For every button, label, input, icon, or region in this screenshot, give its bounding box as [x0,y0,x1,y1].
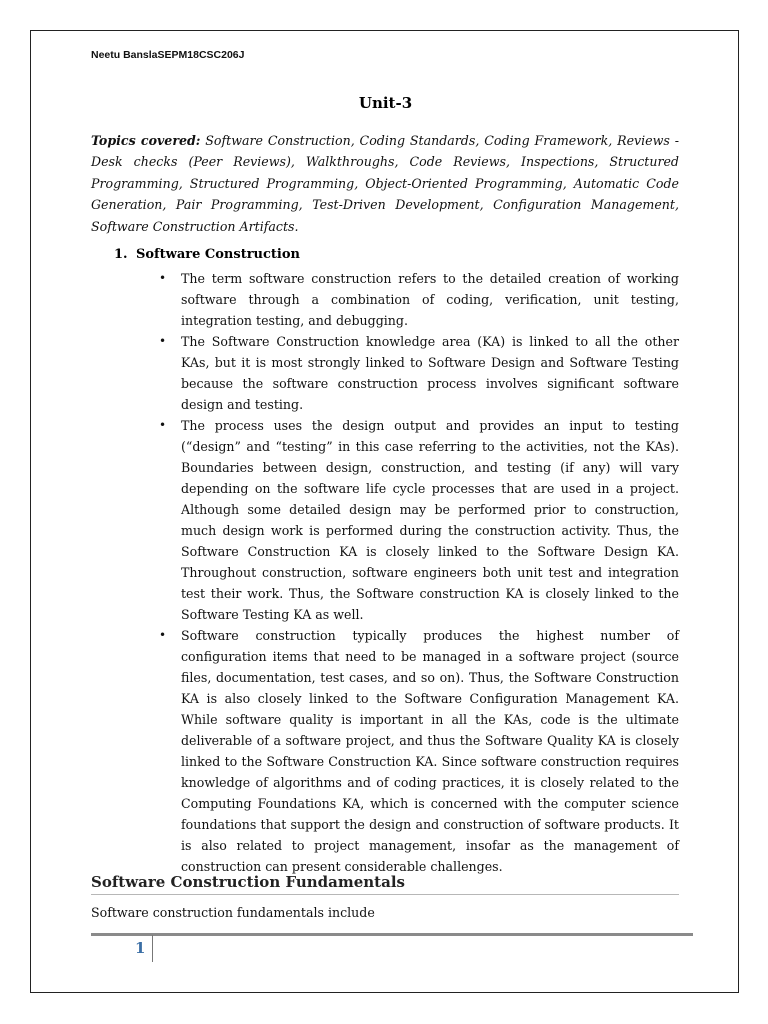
list-item-text: The process uses the design output and provides an input to testing (“design” and “testing” in this case referring to the activities, not the KAs). Boundaries between design, construction, and testing (if any) will vary depending on the software life cycle processes that are used in a project. Although some detailed design may be performed prior to construction, much design work is performed during the construction activity. Thus, the Software Construction KA is closely linked to the Software Design KA. Throughout construction, software engineers both unit test and integration test their work. Thus, the Software construction KA is closely linked to the Software Testing KA as well. [181,418,679,622]
list-item [159,331,679,415]
section-heading-software-construction [114,247,300,262]
unit-title: Unit-3 [358,94,413,112]
list-item-text: Software construction typically produces the highest number of configuration items that need to be managed in a software project (source files, documentation, test cases, and so on). Thus, the Software Construction KA is also closely linked to the Software Configuration Management KA. While software quality is important in all the KAs, code is the ultimate deliverable of a software project, and thus the Software Quality KA is closely linked to the Software Construction KA. Since software construction requires knowledge of algorithms and of coding practices, it is closely related to the Computing Foundations KA, which is concerned with the computer science foundations that support the design and construction of software products. It is also related to project management, insofar as the management of construction can present considerable challenges. [181,628,679,874]
topics-covered [91,130,679,237]
fundamentals-intro: Software construction fundamentals include [91,905,375,920]
bullet-icon: • [159,628,167,642]
topics-text: Software Construction, Coding Standards, Coding Framework, Reviews - Desk checks (Peer Reviews), Walkthroughs, Code Reviews, Inspections, Structured Programming, Structured Programming, Object-Oriented Programming, Automatic Code Generation, Pair Programming, Test-Driven Development, Configuration Management, Software Construction Artifacts. [91,133,680,234]
footer-divider [152,935,153,962]
bullet-list [159,268,679,877]
fundamentals-heading: Software Construction Fundamentals [91,873,679,895]
document-page [30,30,739,993]
footer-rule [91,933,693,936]
list-item-text: The term software construction refers to the detailed creation of working software through a combination of coding, verification, unit testing, integration testing, and debugging. [181,271,679,328]
bullet-icon: • [159,418,167,432]
list-item-text: The Software Construction knowledge area (KA) is linked to all the other KAs, but it is most strongly linked to Software Design and Software Testing because the software construction process involves significant software design and testing. [181,334,679,412]
list-item [159,625,679,877]
section-title: Software Construction [136,247,300,262]
bullet-icon: • [159,334,167,348]
section-number: 1. [114,247,128,262]
list-item [159,415,679,625]
page-number: 1 [135,939,146,957]
bullet-icon: • [159,271,167,285]
page-header: Neetu BanslaSEPM18CSC206J [91,49,245,61]
list-item [159,268,679,331]
topics-label: Topics covered: [91,133,201,148]
